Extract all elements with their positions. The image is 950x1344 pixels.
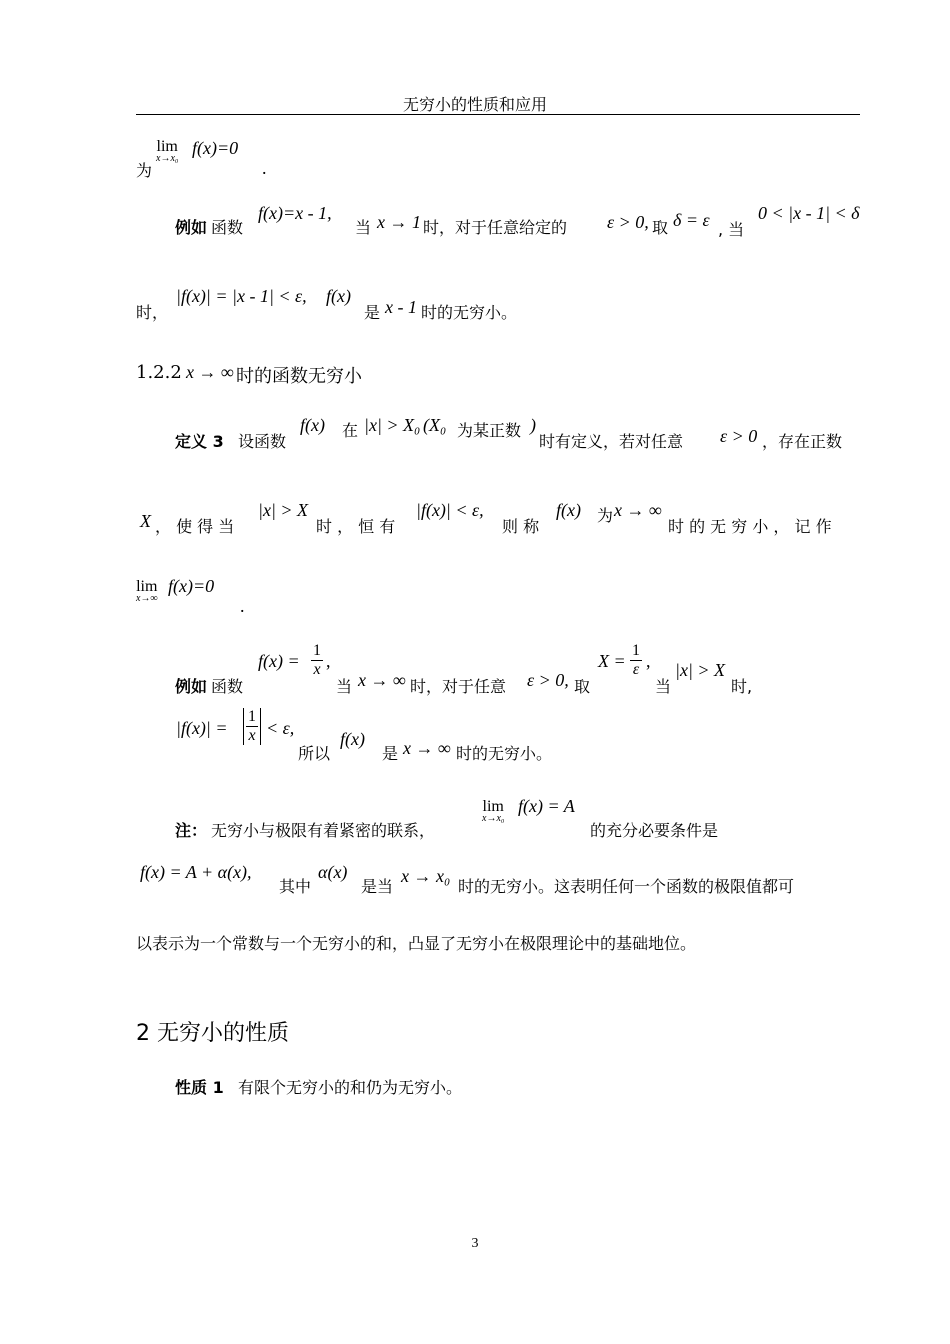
text: 所以	[298, 744, 331, 763]
math-expression: α(x)	[318, 862, 348, 882]
example-label: 例如	[175, 677, 208, 696]
section-title: 时的函数无穷小	[236, 366, 362, 387]
limit-operator	[136, 578, 158, 604]
fraction-denominator: x	[248, 727, 256, 744]
math-expression: )	[530, 415, 536, 435]
text: 时的无穷小。	[456, 744, 553, 763]
text: ， 使 得 当	[155, 517, 235, 536]
text: 时，对于任意	[410, 677, 507, 696]
math-expression: x → ∞	[358, 670, 406, 690]
math-expression: (X₀	[423, 415, 447, 435]
math-expression: x → 1	[377, 212, 421, 232]
fraction-numerator: 1	[632, 642, 640, 659]
comma: ,	[646, 651, 651, 671]
lim-word: lim	[156, 138, 178, 155]
text: 当	[336, 677, 353, 696]
running-header: 无穷小的性质和应用	[402, 95, 547, 114]
example-label: 例如	[175, 218, 208, 237]
text: 取	[652, 218, 669, 237]
math-expression: f(x)	[340, 729, 365, 749]
lim-subscript: x→∞	[136, 593, 158, 604]
math-expression: 0 < |x - 1| < δ	[758, 203, 860, 223]
math-expression: |x| > X	[675, 660, 726, 680]
note-label: 注：	[175, 821, 208, 840]
math-expression: x → ∞	[614, 500, 662, 520]
text-prefix: 为	[136, 161, 153, 180]
text: 函数	[211, 218, 244, 237]
fraction-numerator: 1	[248, 708, 256, 725]
lim-word: lim	[482, 798, 504, 815]
limit-expression: f(x)=0	[192, 138, 239, 158]
math-expression: X =	[598, 651, 626, 671]
period: .	[240, 596, 245, 616]
math-expression: |f(x)| =	[176, 718, 228, 738]
text: 函数	[211, 677, 244, 696]
text: 则 称	[502, 517, 540, 536]
page-number: 3	[471, 1236, 479, 1251]
text: 为	[597, 506, 614, 525]
absolute-fraction	[243, 708, 261, 745]
math-expression: f(x) =	[258, 651, 300, 671]
lim-word: lim	[136, 578, 158, 595]
text: 时有定义，若对任意	[539, 432, 684, 451]
fraction-denominator: ε	[632, 661, 640, 678]
text: 时，对于任意给定的	[423, 218, 568, 237]
math-expression: ε > 0	[720, 426, 758, 446]
math-expression: f(x)	[326, 286, 351, 306]
math-expression: f(x) = A + α(x),	[140, 862, 252, 882]
limit-operator	[156, 138, 178, 164]
text: 的充分必要条件是	[590, 821, 719, 840]
text: 是	[364, 303, 381, 322]
section-heading: 2 无穷小的性质	[136, 1021, 289, 1046]
text: 时 ， 恒 有	[316, 517, 396, 536]
math-expression: f(x)=x - 1,	[258, 203, 332, 223]
text: 时 的 无 穷 小 ， 记 作	[668, 517, 832, 536]
text: 时的无穷小。这表明任何一个函数的极限值都可	[458, 877, 795, 896]
math-expression: |f(x)| < ε,	[416, 500, 484, 520]
comma: ,	[326, 651, 331, 671]
paragraph-text: 以表示为一个常数与一个无穷小的和，凸显了无穷小在极限理论中的基础地位。	[136, 934, 697, 953]
math-expression: ε > 0,	[527, 670, 569, 690]
period: .	[262, 158, 267, 178]
text: 其中	[279, 877, 312, 896]
math-expression: x - 1	[385, 297, 417, 317]
text: , 当	[718, 220, 745, 239]
text: 在	[342, 421, 359, 440]
text: 是	[382, 744, 399, 763]
fraction	[630, 642, 642, 679]
property-text: 有限个无穷小的和仍为无穷小。	[238, 1078, 463, 1097]
math-expression: |x| > X₀	[364, 415, 421, 435]
text: 当	[655, 677, 672, 696]
text: 无穷小与极限有着紧密的联系，	[211, 821, 436, 840]
lim-subscript: x→x₀	[156, 153, 179, 164]
text: 当	[355, 218, 372, 237]
section-math: x → ∞	[186, 362, 234, 382]
math-expression: f(x)	[300, 415, 325, 435]
fraction-numerator: 1	[313, 642, 321, 659]
math-expression: x → ∞	[403, 738, 451, 758]
math-expression: f(x)	[556, 500, 581, 520]
fraction	[311, 642, 323, 679]
lim-subscript: x→x₀	[482, 813, 505, 824]
text: 时,	[731, 677, 753, 696]
text: 设函数	[238, 432, 287, 451]
text: 时的无穷小。	[421, 303, 518, 322]
math-expression: x → x₀	[401, 866, 451, 886]
math-expression: f(x) = A	[518, 796, 575, 816]
fraction-denominator: x	[313, 661, 321, 678]
header-rule	[136, 114, 860, 115]
math-expression: |x| > X	[258, 500, 309, 520]
limit-expression: f(x)=0	[168, 576, 215, 596]
math-expression: ε > 0,	[607, 212, 649, 232]
text: 是当	[361, 877, 394, 896]
text: ，存在正数	[762, 432, 843, 451]
property-label: 性质 1	[175, 1078, 224, 1097]
math-expression: < ε,	[266, 718, 295, 738]
math-expression: X	[140, 511, 151, 531]
limit-operator	[482, 798, 504, 824]
text: 时，	[136, 303, 169, 322]
text: 取	[574, 677, 591, 696]
section-number: 1.2.2	[136, 362, 182, 383]
math-expression: δ = ε	[673, 210, 710, 230]
text: 为某正数	[457, 421, 522, 440]
definition-label: 定义 3	[175, 432, 224, 451]
math-expression: |f(x)| = |x - 1| < ε,	[176, 286, 307, 306]
